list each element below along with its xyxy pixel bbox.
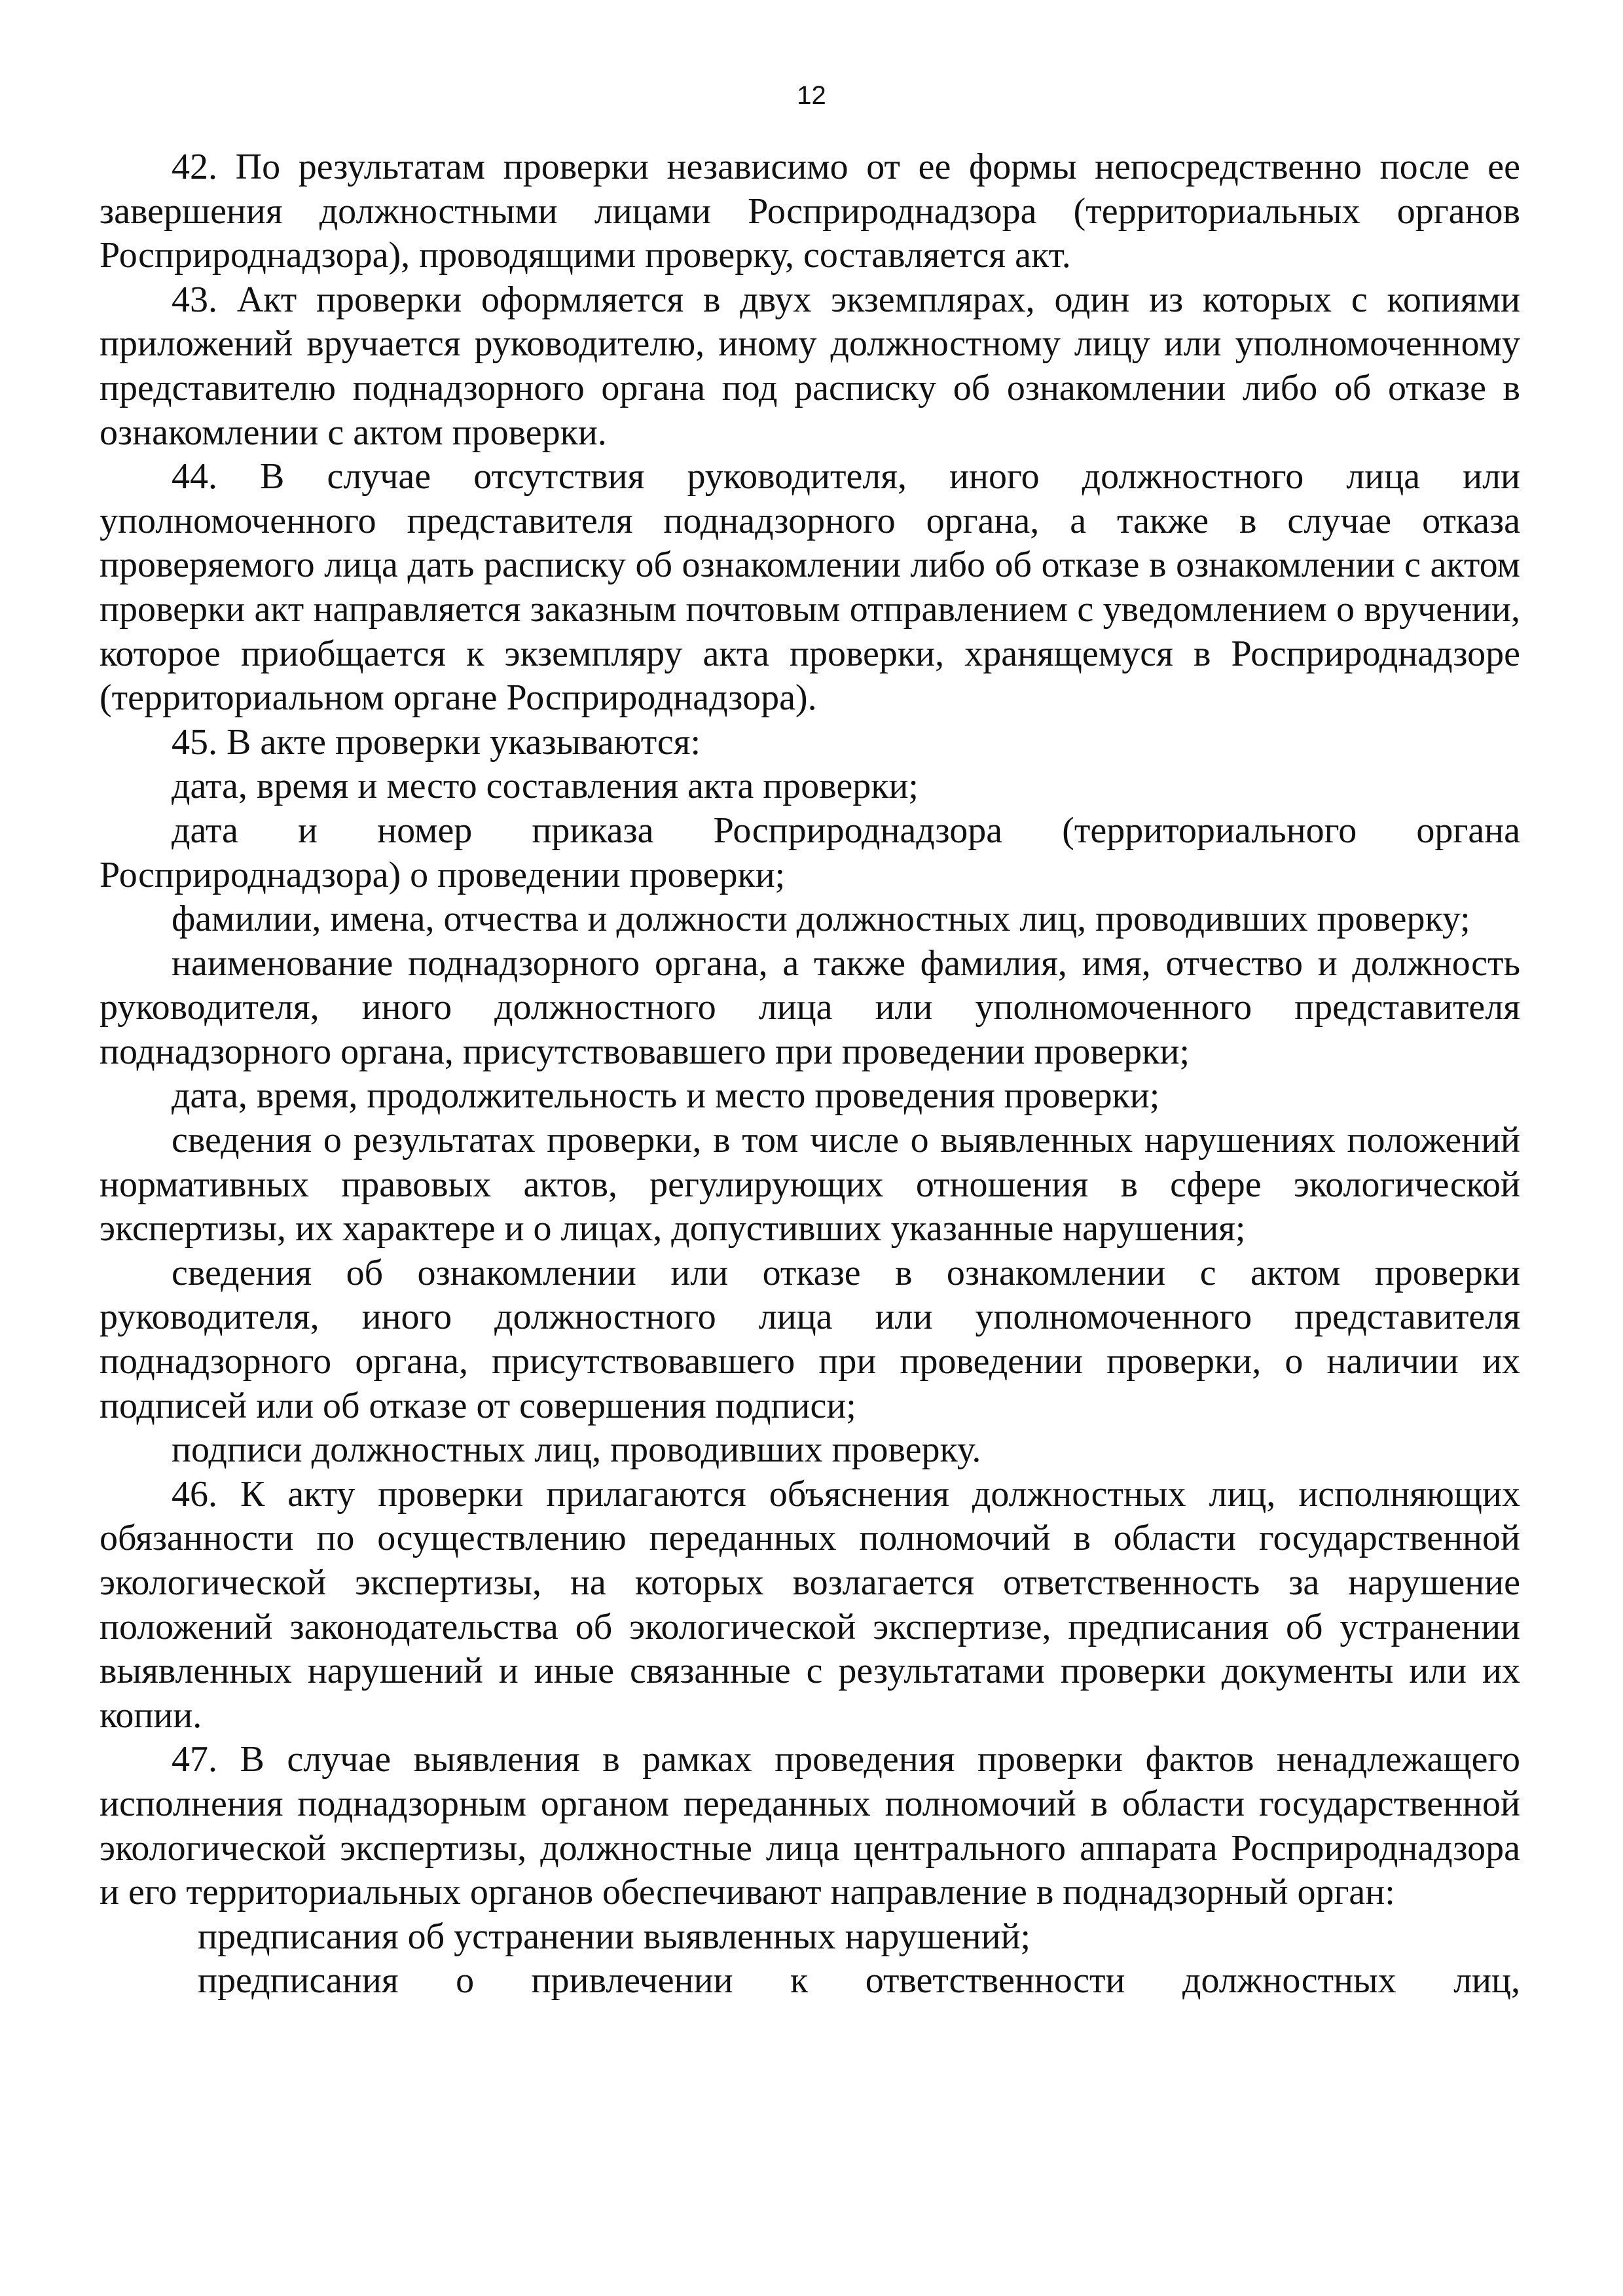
list-item-inspectors: фамилии, имена, отчества и должности должностных лиц, проводивших проверку; bbox=[172, 899, 1470, 940]
paragraph-45: 45. В акте проверки указываются: bbox=[172, 721, 701, 762]
paragraph-44: 44. В случае отсутствия руководителя, иного должностного лица или уполномоченного представителя поднадзорного органа, а также в случае отказа проверяемого лица дать расписку об ознакомлении либо об отказе в ознакомлении с актом проверки акт направляется заказным почтовым отправлением с уведомлением о вручении, которое приобщается к экземпляру акта проверки, хранящемуся в Росприроднадзоре (территориальном органе Росприроднадзора). bbox=[100, 456, 1520, 719]
paragraph-42: 42. По результатам проверки независимо от ее формы непосредственно после ее завершения должностными лицами Росприроднадзора (территориальных органов Росприроднадзора), проводящими проверку, составляется акт. bbox=[100, 147, 1520, 276]
list-item-organ-name: наименование поднадзорного органа, а также фамилия, имя, отчество и должность руководителя, иного должностного лица или уполномоченного представителя поднадзорного органа, присутствовавшего при проведении проверки; bbox=[100, 942, 1520, 1072]
list-item-prescription-remedy: предписания об устранении выявленных нарушений; bbox=[198, 1916, 1031, 1957]
paragraph-47: 47. В случае выявления в рамках проведения проверки фактов ненадлежащего исполнения поднадзорным органом переданных полномочий в области государственной экологической экспертизы, должностные лица центрального аппарата Росприроднадзора и его территориальных органов обеспечивают направление в поднадзорный орган: bbox=[100, 1739, 1520, 1913]
page-number: 12 bbox=[797, 81, 826, 110]
list-item-prescription-liability: предписания о привлечении к ответственности должностных лиц, bbox=[198, 1960, 1520, 2001]
list-item-results: сведения о результатах проверки, в том числе о выявленных нарушениях положений нормативных правовых актов, регулирующих отношения в сфере экологической экспертизы, их характере и о лицах, допустивших указанные нарушения; bbox=[100, 1120, 1520, 1249]
list-item-signatures: подписи должностных лиц, проводивших проверку. bbox=[172, 1429, 981, 1471]
document-body bbox=[100, 145, 1520, 2003]
paragraph-46: 46. К акту проверки прилагаются объяснения должностных лиц, исполняющих обязанности по осуществлению переданных полномочий в области государственной экологической экспертизы, на которых возлагается ответственность за нарушение положений законодательства об экологической экспертизе, предписания об устранении выявленных нарушений и иные связанные с результатами проверки документы или их копии. bbox=[100, 1473, 1520, 1736]
list-item-order-number: дата и номер приказа Росприроднадзора (территориального органа Росприроднадзора) о проведении проверки; bbox=[100, 810, 1520, 895]
list-item-acknowledgement: сведения об ознакомлении или отказе в ознакомлении с актом проверки руководителя, иного должностного лица или уполномоченного представителя поднадзорного органа, присутствовавшего при проведении проверки, о наличии их подписей или об отказе от совершения подписи; bbox=[100, 1252, 1520, 1426]
list-item-inspection-time: дата, время, продолжительность и место проведения проверки; bbox=[172, 1075, 1160, 1117]
paragraph-43: 43. Акт проверки оформляется в двух экземплярах, один из которых с копиями приложений вручается руководителю, иному должностному лицу или уполномоченному представителю поднадзорного органа под расписку об ознакомлении либо об отказе в ознакомлении с актом проверки. bbox=[100, 279, 1520, 453]
list-item-act-date: дата, время и место составления акта проверки; bbox=[172, 766, 919, 807]
